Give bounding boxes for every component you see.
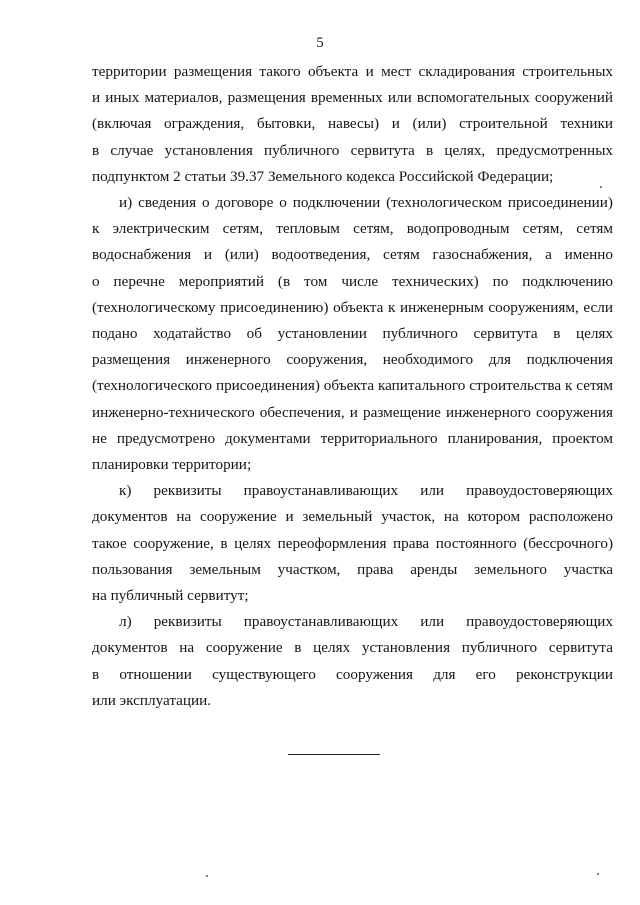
text-line: (технологическому присоединению) объекта к инженерным сооружениям, если bbox=[92, 298, 613, 316]
scan-speck bbox=[597, 873, 599, 875]
paragraph-item-k bbox=[92, 478, 613, 609]
text-line: не предусмотрено документами территориального планирования, проектом bbox=[92, 429, 613, 447]
text-line: и) сведения о договоре о подключении (технологическом присоединении) bbox=[119, 194, 613, 212]
text-line: размещения инженерного сооружения, необходимого для подключения bbox=[92, 351, 613, 369]
paragraph-item-i bbox=[92, 190, 613, 478]
paragraph-continuation bbox=[92, 59, 613, 190]
text-line: подано ходатайство об установлении публичного сервитута в целях bbox=[92, 325, 613, 343]
text-line: планировки территории; bbox=[92, 456, 252, 474]
text-line: к) реквизиты правоустанавливающих или правоудостоверяющих bbox=[119, 482, 613, 500]
page-number: 5 bbox=[316, 35, 324, 51]
text-line: документов на сооружение и земельный участок, на котором расположено bbox=[92, 508, 613, 526]
text-line: л) реквизиты правоустанавливающих или правоудостоверяющих bbox=[119, 613, 613, 631]
text-line: водоснабжения и (или) водоотведения, сетям газоснабжения, а именно bbox=[92, 246, 613, 264]
scan-speck bbox=[600, 186, 602, 188]
text-line: (технологического присоединения) объекта капитального строительства к сетям bbox=[92, 377, 613, 395]
text-line: пользования земельным участком, права аренды земельного участка bbox=[92, 560, 613, 578]
text-line: в случае установления публичного сервитута в целях, предусмотренных bbox=[92, 141, 613, 159]
text-line: инженерно-технического обеспечения, и размещение инженерного сооружения bbox=[92, 403, 613, 421]
text-line: или эксплуатации. bbox=[92, 691, 212, 709]
document-body bbox=[92, 59, 613, 714]
scan-speck bbox=[206, 875, 208, 877]
text-line: в отношении существующего сооружения для его реконструкции bbox=[92, 665, 613, 683]
text-line: к электрическим сетям, тепловым сетям, водопроводным сетям, сетям bbox=[92, 220, 613, 238]
text-line: такое сооружение, в целях переоформления права постоянного (бессрочного) bbox=[92, 534, 613, 552]
text-line: подпунктом 2 статьи 39.37 Земельного кодекса Российской Федерации; bbox=[92, 167, 554, 185]
text-line: о перечне мероприятий (в том числе технических) по подключению bbox=[92, 272, 613, 290]
text-line: территории размещения такого объекта и мест складирования строительных bbox=[92, 63, 613, 80]
text-line: документов на сооружение в целях установления публичного сервитута bbox=[92, 639, 613, 657]
paragraph-item-l bbox=[92, 609, 613, 714]
text-line: на публичный сервитут; bbox=[92, 587, 249, 605]
text-line: и иных материалов, размещения временных или вспомогательных сооружений bbox=[92, 89, 613, 107]
text-line: (включая ограждения, бытовки, навесы) и (или) строительной техники bbox=[92, 115, 613, 133]
end-of-text-rule bbox=[288, 754, 380, 755]
